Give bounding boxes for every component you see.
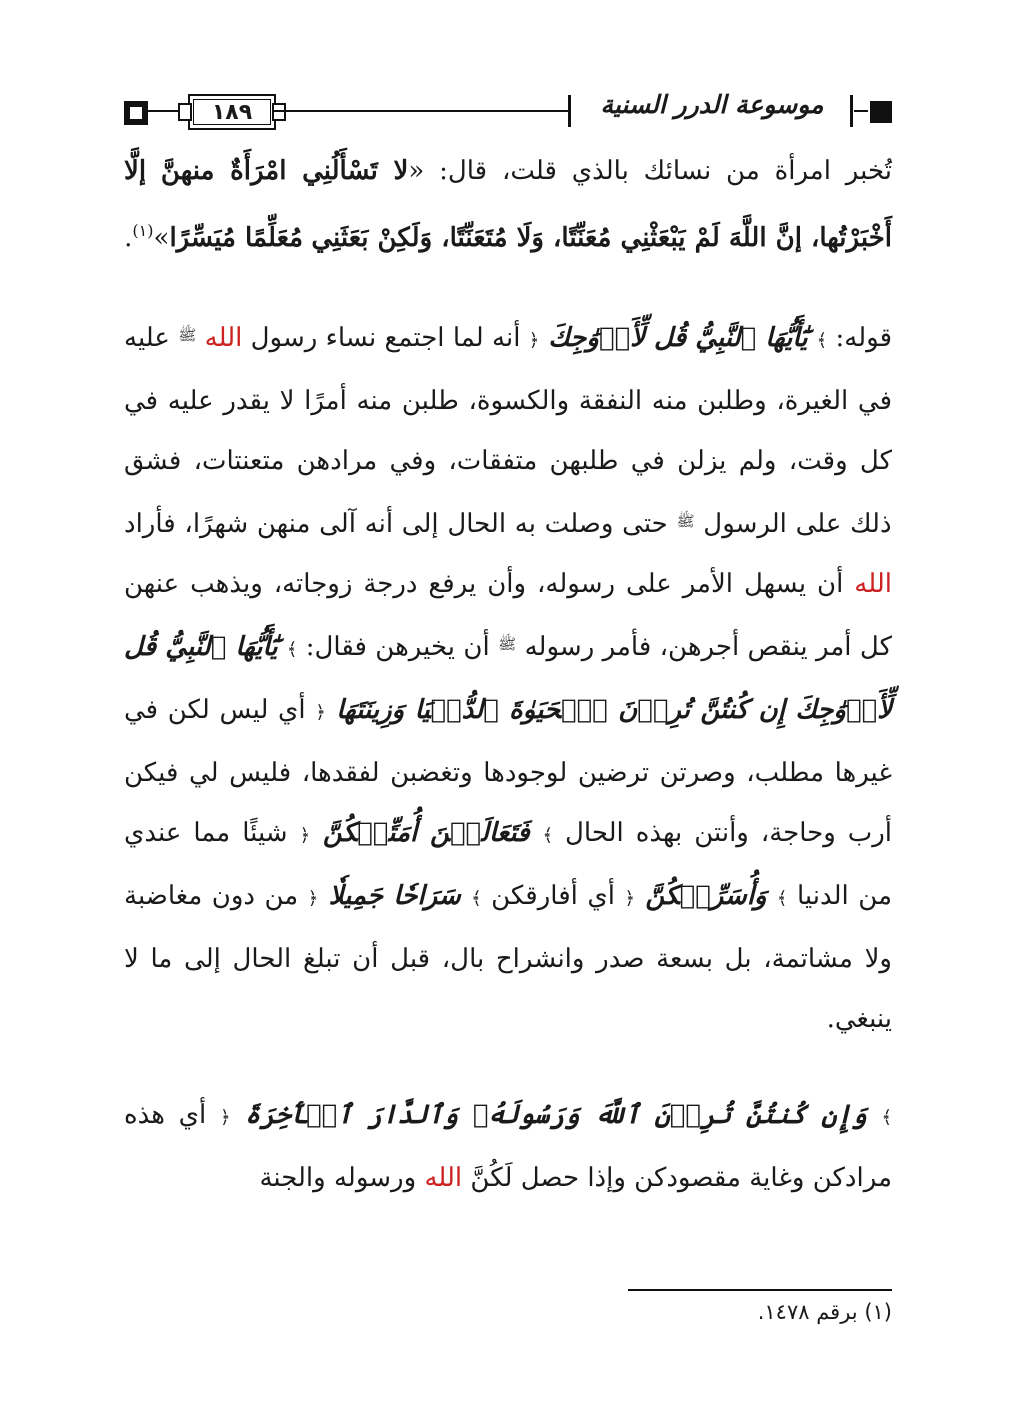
page-number: ١٨٩ (211, 99, 253, 125)
header-divider (850, 95, 853, 127)
hadith-quote: مُعَلِّمًا مُيَسِّرًا (169, 223, 304, 253)
text-run: عليه في الغيرة، وطلبن منه النفقة والكسوة، طلبن منه أمرًا لا يقدر عليه في كل وقت، ولم يزلن في طلبهن متفقات، وفي مرادهن متعنتات، فشق ذلك على الرسول (124, 323, 892, 539)
divine-name: الله (204, 323, 243, 353)
quote-close: » (153, 223, 170, 253)
verse-bracket: ﴾ (816, 330, 828, 351)
header-divider (568, 95, 571, 127)
footnote: (١) برقم ١٤٧٨. (757, 1300, 892, 1324)
verse-text: سَرَاحٗا جَمِيلٗا (328, 881, 461, 911)
book-title: موسوعة الدرر السنية (600, 90, 824, 119)
quran-verse (624, 881, 787, 911)
verse-bracket: ﴿ (624, 888, 636, 909)
page-number-frame (188, 94, 276, 130)
verse-text: وَأُسَرِّحۡكُنَّ (645, 881, 767, 911)
text-run: قوله: (827, 323, 893, 353)
footnote-separator (628, 1289, 892, 1291)
verse-text: فَتَعَالَيۡنَ أُمَتِّعۡكُنَّ (322, 818, 530, 848)
quran-verse (529, 323, 827, 353)
footnote-reference: (١) (132, 221, 154, 240)
header-left-square-ornament (124, 101, 148, 125)
salawat-glyph: ﷺ (178, 326, 197, 344)
text-run: أنه لما اجتمع نساء رسول (242, 323, 521, 353)
verse-bracket: ﴿ (528, 330, 540, 351)
verse-text: وَإِن كُنتُنَّ تُرِدۡنَ ٱللَّهَ وَرَسُولَهُۥ وَٱلدَّارَ ٱلۡأٓخِرَةَ (245, 1100, 867, 1130)
header-rule (272, 110, 568, 112)
quran-verse (220, 1100, 892, 1130)
verse-bracket: ﴿ (219, 1107, 231, 1128)
divine-name: الله (424, 1163, 463, 1193)
verse-bracket: ﴿ (307, 888, 319, 909)
header-right-square-ornament (870, 101, 892, 123)
divine-name: الله (854, 569, 892, 599)
verse-bracket: ﴾ (542, 825, 554, 846)
verse-bracket: ﴾ (286, 639, 298, 660)
verse-text: يَٰٓأَيُّهَا ٱلنَّبِيُّ قُل لِّأَزۡوَٰجِكَ (548, 323, 808, 353)
quran-verse (300, 818, 553, 848)
text-run: من دون مغاضبة ولا مشاتمة، بل بسعة صدر وانشراح بال، قبل أن تبلغ الحال إلى ما لا ينبغي. (124, 881, 892, 1034)
verse-bracket: ﴾ (776, 888, 788, 909)
verse-text: يَٰٓأَيُّهَا ٱلنَّبِيُّ قُل لِّأَزۡوَٰجِكَ إِن كُنتُنَّ تُرِدۡنَ ٱلۡحَيَوٰةَ ٱلدُّنۡيَا وَزِينَتَهَا (124, 632, 892, 725)
hadith-text (124, 142, 892, 268)
text-run: حتى وصلت به الحال إلى أنه آلى منهن شهرًا، فأراد (124, 509, 668, 539)
text-run: أي ليس لكن في غيرها مطلب، وصرتن ترضين لوجودها وتغضبن لفقدها، فليس لي فيكن أرب وحاجة، وأنتن بهذه الحال (124, 695, 893, 848)
text-run: ورسوله والجنة (259, 1163, 417, 1193)
header-rule (854, 110, 868, 112)
commentary-paragraph (124, 305, 892, 1049)
text-run: أن يخيرهن فقال: (297, 632, 490, 662)
page-body (124, 142, 892, 1208)
period: . (124, 223, 133, 253)
verse-bracket: ﴾ (881, 1107, 893, 1128)
hadith-quote: لا تَسْأَلُنِي امْرَأَةٌ منهنَّ (160, 156, 409, 186)
text-run: أن يسهل الأمر على رسوله، وأن يرفع درجة زوجاته، ويذهب عنهن كل أمر ينقص أجرهن، فأمر رسوله (124, 569, 892, 662)
commentary-paragraph (124, 1085, 892, 1208)
verse-bracket: ﴿ (299, 825, 311, 846)
page-header (124, 92, 892, 140)
text-run: أي هذه مرادكن وغاية مقصودكن وإذا حصل لَكُنَّ (124, 1100, 892, 1193)
text-run: أي أفارقكن (481, 881, 615, 911)
hadith-quote: إلَّا أَخْبَرْتُها، إنَّ اللَّهَ لَمْ يَبْعَثْنِي مُعَنِّتًا، وَلَا مُتَعَنِّتًا، وَلَكِنْ بَعَثَنِي (124, 156, 892, 253)
text-run: شيئًا مما عندي من الدنيا (124, 818, 893, 911)
verse-bracket: ﴾ (471, 888, 482, 909)
verse-bracket: ﴿ (315, 702, 326, 723)
hadith-intro: تُخبر امرأة من نسائك بالذي قلت، قال: « (408, 156, 892, 186)
quran-verse (308, 881, 482, 911)
salawat-glyph: ﷺ (498, 635, 517, 653)
salawat-glyph: ﷺ (676, 512, 695, 530)
